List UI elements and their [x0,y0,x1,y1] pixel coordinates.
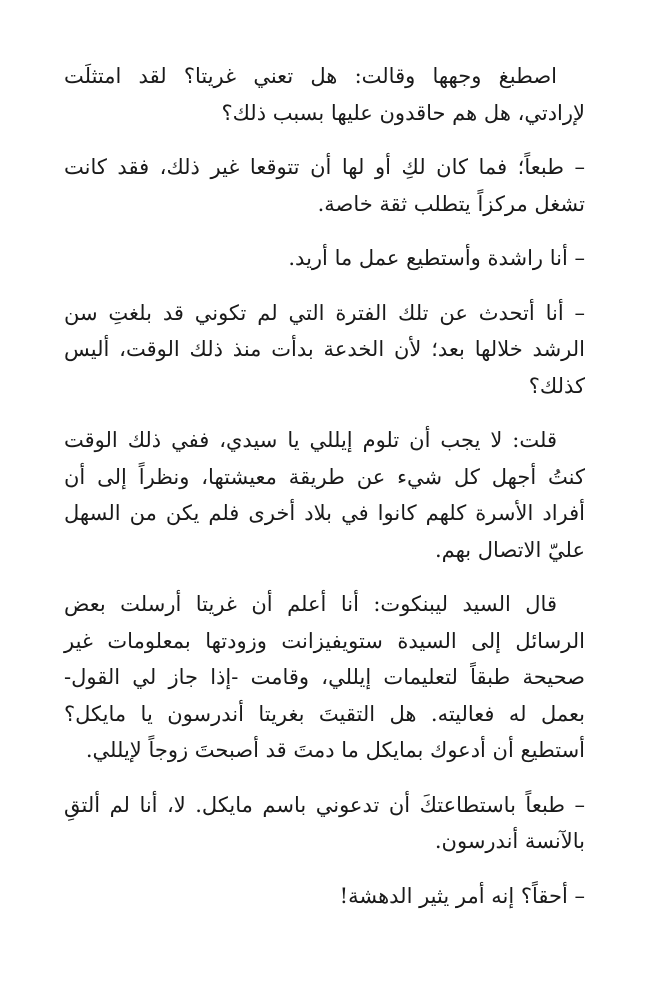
paragraph-7: – طبعاً باستطاعتكَ أن تدعوني باسم مايكل. لا، أنا لم ألتقِ بالآنسة أندرسون. [64,792,585,853]
paragraph-3: – أنا راشدة وأستطيع عمل ما أريد. [288,246,585,270]
paragraph-8: – أحقاً؟ إنه أمر يثير الدهشة! [339,883,585,908]
paragraph-4: – أنا أتحدث عن تلك الفترة التي لم تكوني قد بلغتِ سن الرشد خلالها بعد؛ لأن الخدعة بدأت منذ ذلك الوقت، أليس كذلك؟ [64,300,585,398]
paragraph-1: اصطبغ وجهها وقالت: هل تعني غريتا؟ لقد امتثلَت لإرادتي، هل هم حاقدون عليها بسبب ذلك؟ [64,64,585,125]
paragraph-5: قلت: لا يجب أن تلوم إيللي يا سيدي، ففي ذلك الوقت كنتُ أجهل كل شيء عن طريقة معيشتها، ونظراً إلى أن أفراد الأسرة كلهم كانوا في بلاد أخرى فلم يكن من السهل عليّ الاتصال بهم. [64,428,585,562]
paragraph-2: – طبعاً؛ فما كان لكِ أو لها أن تتوقعا غير ذلك، فقد كانت تشغل مركزاً يتطلب ثقة خاصة. [64,155,585,216]
paragraph-6: قال السيد ليبنكوت: أنا أعلم أن غريتا أرسلت بعض الرسائل إلى السيدة ستويفيزانت وزودتها بمعلومات غير صحيحة طبقاً لتعليمات إيللي، وقامت -إذا جاز لي القول- بعمل له فعاليته. هل التقيتَ بغريتا أندرسون يا مايكل؟ أستطيع أن أدعوك بمايكل ما دمتَ قد أصبحتَ زوجاً لإيللي. [64,592,585,762]
